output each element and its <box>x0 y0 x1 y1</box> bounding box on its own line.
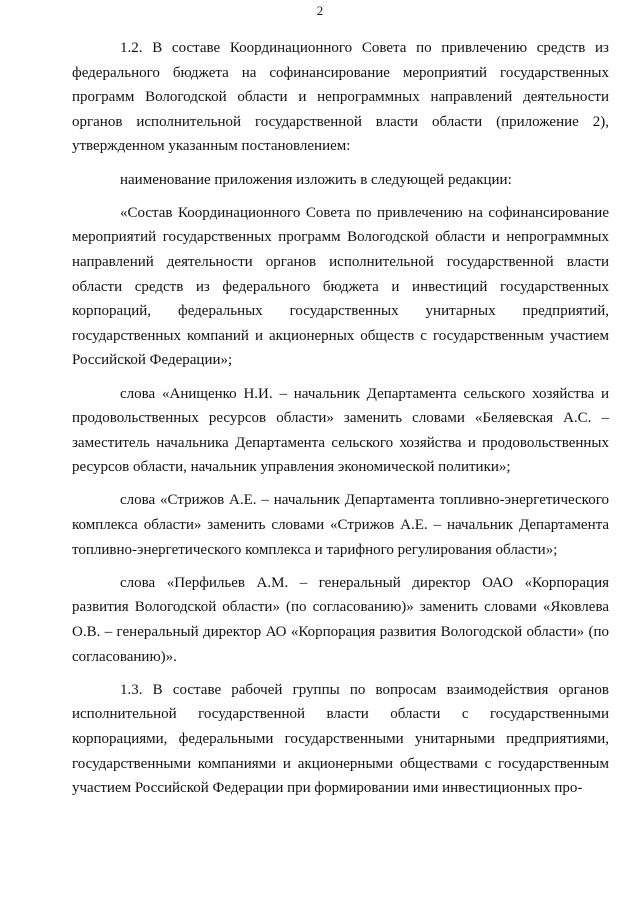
paragraph-1-2: 1.2. В составе Координационного Совета по привлечению средств из федерального бюджета на софинансирование мероприятий государственных программ Вологодской области и непрограммных направлений деятельности органов исполнительной государственной власти области (приложение 2), утвержденном указанным постановлением: <box>72 40 609 155</box>
paragraph-council-composition: «Состав Координационного Совета по привлечению на софинансирование мероприятий государственных программ Вологодской области и непрограммных направлений деятельности органов исполнительной государственной власти области средств из федерального бюджета и инвестиций государственных корпораций, федеральных государственных унитарных предприятий, государственных компаний и акционерных обществ с государственным участием Российской Федерации»; <box>72 204 609 369</box>
paragraph-replace-perfilyev: слова «Перфильев А.М. – генеральный директор ОАО «Корпорация развития Вологодской области» (по согласованию)» заменить словами «Яковлева О.В. – генеральный директор АО «Корпорация развития Вологодской области» (по согласованию)». <box>72 574 609 665</box>
paragraph-1-3: 1.3. В составе рабочей группы по вопросам взаимодействия органов исполнительной государственной власти области с государственными корпорациями, федеральными государственными унитарными предприятиями, государственными компаниями и акционерными обществами с государственным участием Российской Федерации при формировании ими инвестиционных про- <box>72 681 609 797</box>
paragraph-replace-anishchenko: слова «Анищенко Н.И. – начальник Департамента сельского хозяйства и продовольственных ресурсов области» заменить словами «Беляевская А.С. – заместитель начальника Департамента сельского хозяйства и продовольственных ресурсов области, начальник управления экономической политики»; <box>72 385 609 476</box>
paragraph-replace-strizhov: слова «Стрижов А.Е. – начальник Департамента топливно-энергетического комплекса области» заменить словами «Стрижов А.Е. – начальник Департамента топливно-энергетического комплекса и тарифного регулирования области»; <box>72 492 609 558</box>
document-body <box>72 36 609 809</box>
page-number: 2 <box>316 3 324 18</box>
paragraph-appendix-name: наименование приложения изложить в следующей редакции: <box>120 171 512 188</box>
